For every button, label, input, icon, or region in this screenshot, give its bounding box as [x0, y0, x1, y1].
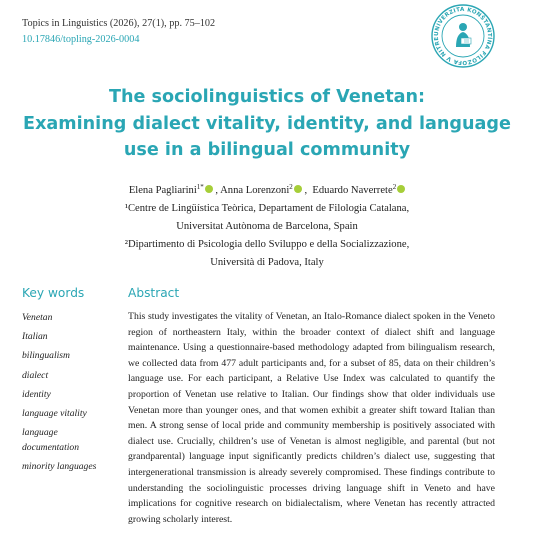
orcid-icon[interactable] — [294, 185, 302, 193]
title-line-2: Examining dialect vitality, identity, and language — [23, 113, 511, 134]
keyword-item: identity — [22, 388, 51, 400]
author-name: Anna Lorenzoni — [220, 185, 290, 196]
paper-title — [0, 84, 534, 164]
keyword-item: Italian — [22, 331, 48, 343]
author-name: Elena Pagliarini — [128, 185, 197, 196]
keyword-item: dialect — [22, 369, 49, 381]
author-affil-marker: 1* — [196, 183, 204, 191]
university-seal-logo — [430, 3, 496, 69]
title-line-3: use in a bilingual community — [123, 140, 411, 160]
orcid-icon[interactable] — [397, 185, 405, 193]
author-name: Eduardo Naverrete — [312, 185, 393, 196]
orcid-icon[interactable] — [205, 185, 213, 193]
author-affil-marker: 2 — [289, 183, 293, 191]
journal-citation: Topics in Linguistics (2026), 27(1), pp. 75–102 — [22, 18, 216, 29]
affiliation-1-line-1: ¹Centre de Lingüística Teòrica, Departament de Filologia Catalana, — [124, 203, 410, 214]
keyword-item: language documentation — [22, 427, 80, 453]
author-affil-marker: 2 — [392, 183, 397, 191]
affiliation-1-line-2: Universitat Autònoma de Barcelona, Spain — [176, 221, 358, 232]
author-list: Elena Pagliarini$^{1*}$ , Anna Lorenzoni$^2$ , Eduardo Naverrete$^2$ — [0, 183, 534, 198]
title-line-1: The sociolinguistics of Venetan: — [108, 87, 426, 107]
keywords-heading: Key words — [22, 286, 85, 300]
affiliation-2-line-2: Università di Padova, Italy — [210, 257, 324, 268]
abstract-heading: Abstract — [128, 286, 180, 300]
keyword-item: language vitality — [22, 408, 87, 420]
doi-link[interactable]: 10.17846/topling-2026-0004 — [22, 34, 140, 45]
seal-text: UNIVERZITA KONŠTANTÍNA FILOZOFA V NITRE — [433, 6, 493, 66]
affiliation-2-line-1: ²Dipartimento di Psicologia dello Sviluppo e della Socializzazione, — [124, 239, 410, 250]
keyword-item: minority languages — [22, 461, 97, 473]
keywords-list — [22, 308, 122, 476]
keyword-item: Venetan — [22, 312, 53, 323]
keyword-item: bilingualism — [22, 350, 70, 362]
abstract-body: This study investigates the vitality of Venetan, an Italo-Romance dialect spoken in the Veneto region of northeastern Italy, within the broader context of dialect shift and language maintenance. Using a questionnaire-based methodology adapted from bilingualism research, we collected data from 477 adult participants and, for a subset of 85, data on their children’s language use. For each participant, a Relative Use Index was calculated to quantify the proportion of Venetan use relative to Italian. Our findings show that older individuals use Venetan more than younger ones, and that women exhibit a greater shift toward Italian than men. A strong sense of local pride and community membership is positively associated with dialect use. Crucially, children’s use of Venetan is almost negligible, and parental (but not grandparental) language input significantly predicts children’s dialect use, suggesting that intergenerational transmission is already severely compromised. These findings contribute to understanding the sociolinguistic processes driving language shift in Veneto and have implications for cognitive research on bidialectalism, where Venetan has recently attracted growing scholarly interest. — [128, 311, 495, 525]
